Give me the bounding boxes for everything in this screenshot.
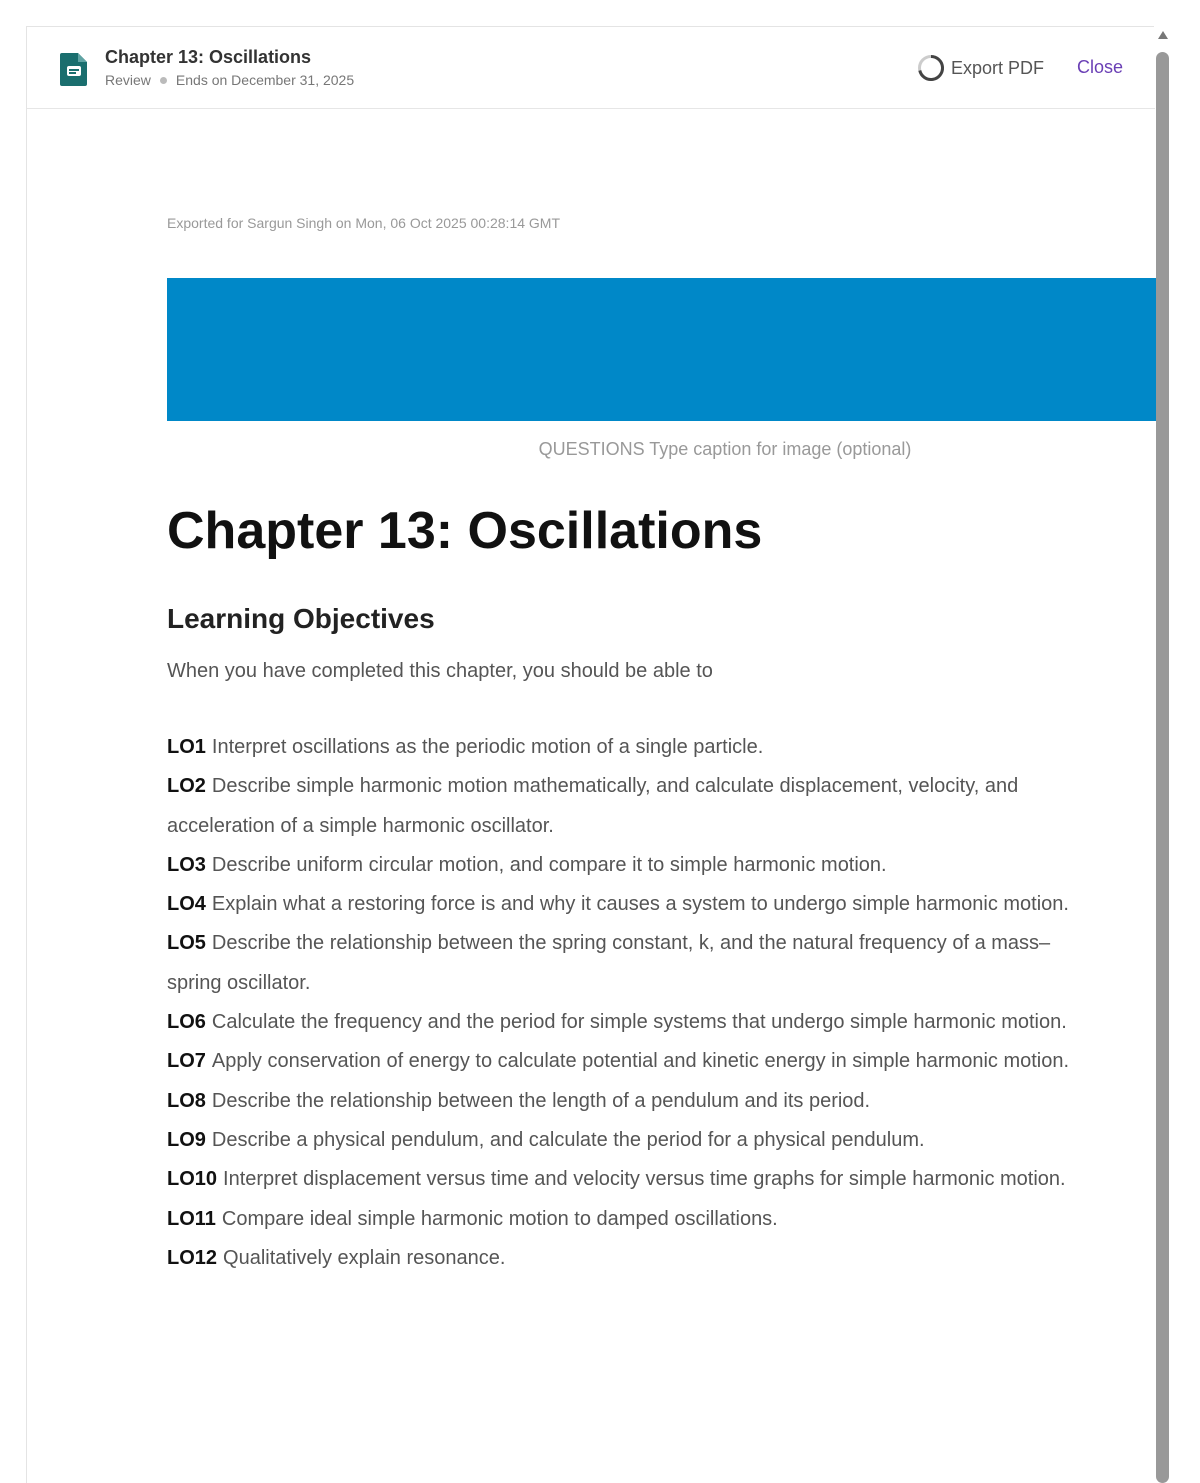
objective-item [167, 885, 1097, 924]
panel-header [27, 27, 1155, 109]
objective-text: Qualitatively explain resonance. [223, 1246, 506, 1269]
objective-item [167, 728, 1097, 767]
document-icon [59, 51, 89, 87]
objective-item [167, 924, 1097, 1003]
header-title-block [105, 47, 354, 88]
banner-image [167, 278, 1157, 421]
loading-spinner-icon [917, 54, 945, 82]
objective-code: LO7 [167, 1050, 206, 1073]
objective-code: LO5 [167, 932, 206, 955]
objective-item [167, 767, 1097, 846]
objective-text: Describe simple harmonic motion mathematically, and calculate displacement, velocity, and acceleration of a simple harmonic oscillator. [167, 775, 1019, 837]
objective-text: Apply conservation of energy to calculate potential and kinetic energy in simple harmonic motion. [211, 1050, 1070, 1073]
objective-item [167, 1239, 1097, 1278]
vertical-scrollbar[interactable] [1154, 26, 1172, 1483]
review-panel [26, 26, 1154, 1483]
scroll-up-arrow-icon[interactable] [1157, 30, 1169, 40]
objective-code: LO11 [167, 1207, 216, 1230]
objective-code: LO6 [167, 1011, 206, 1034]
objective-item [167, 1200, 1097, 1239]
objective-code: LO1 [167, 736, 206, 758]
objective-text: Interpret displacement versus time and velocity versus time graphs for simple harmonic motion. [223, 1168, 1066, 1191]
objective-code: LO10 [167, 1168, 218, 1191]
chapter-title: Chapter 13: Oscillations [167, 502, 763, 560]
close-button[interactable]: Close [1077, 57, 1124, 77]
objective-text: Compare ideal simple harmonic motion to damped oscillations. [221, 1207, 778, 1230]
objective-code: LO2 [167, 775, 206, 798]
objective-item [167, 1042, 1097, 1081]
export-pdf-label: Export PDF [951, 57, 1045, 78]
objective-code: LO3 [167, 853, 206, 876]
export-note: Exported for Sargun Singh on Mon, 06 Oct 2025 00:28:14 GMT [167, 215, 561, 231]
header-subtitle [105, 72, 354, 88]
objective-item [167, 1121, 1097, 1160]
objective-text: Describe a physical pendulum, and calculate the period for a physical pendulum. [211, 1128, 925, 1151]
separator-dot [160, 77, 167, 84]
objective-code: LO4 [167, 893, 206, 916]
intro-text: When you have completed this chapter, you should be able to [167, 660, 713, 682]
objective-code: LO9 [167, 1128, 206, 1151]
end-date-label: Ends on December 31, 2025 [175, 72, 355, 88]
objective-item [167, 1160, 1097, 1199]
learning-objectives-list [167, 728, 1097, 1278]
image-caption: QUESTIONS Type caption for image (optional) [538, 439, 912, 459]
scrollbar-thumb[interactable] [1156, 52, 1169, 1483]
objective-text: Interpret oscillations as the periodic motion of a single particle. [211, 736, 764, 758]
objective-item [167, 1082, 1097, 1121]
status-label: Review [105, 72, 151, 88]
objective-code: LO12 [167, 1246, 218, 1269]
objective-item [167, 846, 1097, 885]
objective-text: Describe the relationship between the length of a pendulum and its period. [211, 1089, 871, 1112]
header-title: Chapter 13: Oscillations [105, 47, 312, 67]
learning-objectives-heading: Learning Objectives [167, 603, 435, 634]
objective-text: Explain what a restoring force is and why it causes a system to undergo simple harmonic motion. [211, 893, 1069, 916]
objective-text: Calculate the frequency and the period for simple systems that undergo simple harmonic motion. [211, 1011, 1067, 1034]
export-pdf-button[interactable] [917, 53, 1044, 83]
objective-code: LO8 [167, 1089, 206, 1112]
objective-text: Describe uniform circular motion, and compare it to simple harmonic motion. [211, 853, 887, 876]
objective-item [167, 1003, 1097, 1042]
objective-text: Describe the relationship between the spring constant, k, and the natural frequency of a mass–spring oscillator. [167, 932, 1051, 994]
